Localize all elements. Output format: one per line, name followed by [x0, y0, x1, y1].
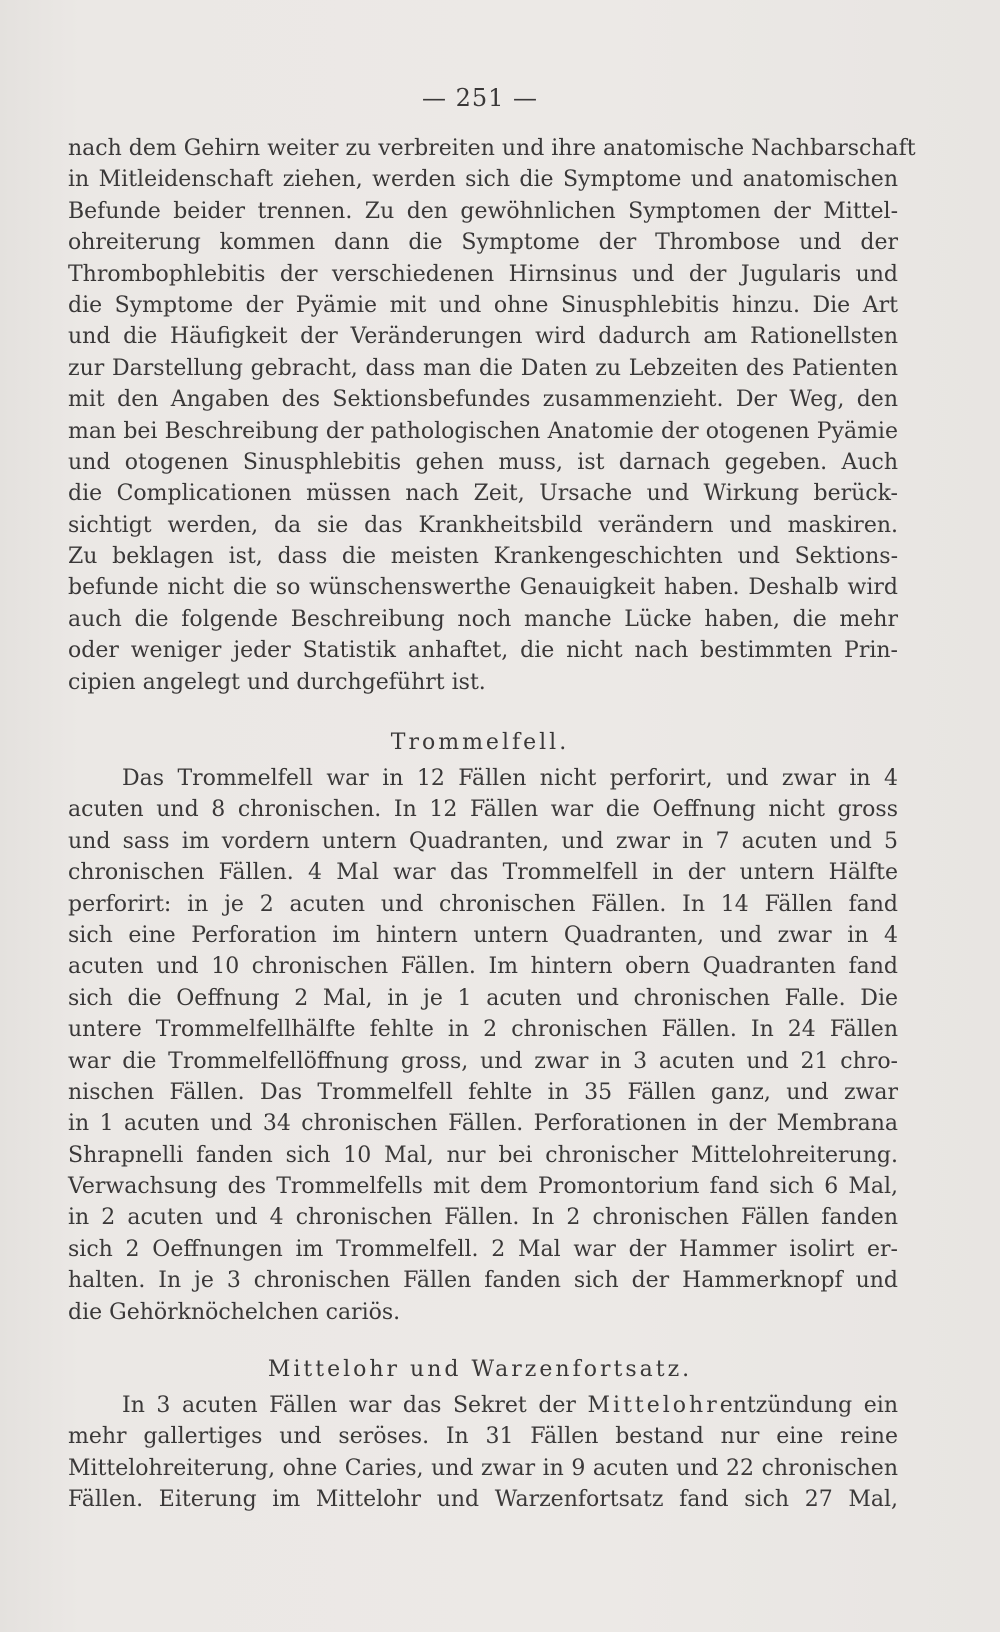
text-line: in 2 acuten und 4 chronischen Fällen. In 2 chronischen Fällen fanden — [68, 1205, 898, 1231]
text-line: acuten und 8 chronischen. In 12 Fällen war die Oeffnung nicht gross — [68, 797, 898, 823]
text-line: Thrombophlebitis der verschiedenen Hirnsinus und der Jugularis und — [68, 261, 898, 287]
text-line: die Symptome der Pyämie mit und ohne Sinusphlebitis hinzu. Die Art — [68, 292, 898, 318]
text-line: in 1 acuten und 34 chronischen Fällen. Perforationen in der Membrana — [68, 1111, 898, 1137]
text-line: untere Trommelfellhälfte fehlte in 2 chronischen Fällen. In 24 Fällen — [68, 1017, 898, 1043]
text-line: war die Trommelfellöffnung gross, und zwar in 3 acuten und 21 chro- — [68, 1048, 898, 1074]
text-line: halten. In je 3 chronischen Fällen fanden sich der Hammerknopf und — [68, 1268, 898, 1294]
text-line: sich die Oeffnung 2 Mal, in je 1 acuten und chronischen Falle. Die — [68, 985, 898, 1011]
text-line: auch die folgende Beschreibung noch manche Lücke haben, die mehr — [68, 606, 898, 632]
text-line: die Complicationen müssen nach Zeit, Ursache und Wirkung berück- — [68, 481, 898, 507]
text-line: und otogenen Sinusphlebitis gehen muss, ist darnach gegeben. Auch — [68, 449, 898, 475]
text-line: in Mitleidenschaft ziehen, werden sich die Symptome und anatomischen — [68, 167, 898, 193]
text-line: Fällen. Eiterung im Mittelohr und Warzenfortsatz fand sich 27 Mal, — [68, 1487, 898, 1513]
text-line: Shrapnelli fanden sich 10 Mal, nur bei chronischer Mittelohreiterung. — [68, 1142, 898, 1168]
emphasized-word: Mittelohr — [587, 1393, 720, 1418]
text-line: sich eine Perforation im hintern untern Quadranten, und zwar in 4 — [68, 922, 898, 948]
text-run: entzündung ein — [719, 1393, 898, 1418]
text-line: man bei Beschreibung der pathologischen Anatomie der otogenen Pyämie — [68, 418, 898, 444]
text-line: mit den Angaben des Sektionsbefundes zusammenzieht. Der Weg, den — [68, 387, 898, 413]
text-line: die Gehörknöchelchen cariös. — [68, 1299, 401, 1325]
text-line: sichtigt werden, da sie das Krankheitsbild verändern und maskiren. — [68, 512, 898, 538]
text-line: Verwachsung des Trommelfells mit dem Promontorium fand sich 6 Mal, — [68, 1174, 898, 1200]
text-line: Zu beklagen ist, dass die meisten Krankengeschichten und Sektions- — [68, 544, 898, 570]
text-line: cipien angelegt und durchgeführt ist. — [68, 669, 486, 695]
section-heading-mittelohr: Mittelohr und Warzenfortsatz. — [267, 1357, 693, 1382]
text-line: sich 2 Oeffnungen im Trommelfell. 2 Mal war der Hammer isolirt er- — [68, 1236, 898, 1262]
text-line — [68, 1390, 898, 1421]
text-line: Das Trommelfell war in 12 Fällen nicht perforirt, und zwar in 4 — [122, 766, 898, 791]
text-line: nach dem Gehirn weiter zu verbreiten und ihre anatomische Nachbarschaft — [68, 136, 916, 161]
text-line: perforirt: in je 2 acuten und chronischen Fällen. In 14 Fällen fand — [68, 891, 898, 917]
text-line: chronischen Fällen. 4 Mal war das Trommelfell in der untern Hälfte — [68, 860, 898, 886]
text-line: oder weniger jeder Statistik anhaftet, die nicht nach bestimmten Prin- — [68, 638, 898, 664]
text-line: Befunde beider trennen. Zu den gewöhnlichen Symptomen der Mittel- — [68, 198, 898, 224]
text-line: und die Häufigkeit der Veränderungen wird dadurch am Rationellsten — [68, 324, 898, 350]
paragraph-mittelohr — [68, 1390, 898, 1516]
text-line: mehr gallertiges und seröses. In 31 Fällen bestand nur eine reine — [68, 1424, 898, 1450]
section-heading-trommelfell: Trommelfell. — [390, 730, 570, 755]
text-line: acuten und 10 chronischen Fällen. Im hintern obern Quadranten fand — [68, 954, 898, 980]
text-run: In 3 acuten Fällen war das Sekret der — [122, 1393, 588, 1418]
text-line: Mittelohreiterung, ohne Caries, und zwar in 9 acuten und 22 chronischen — [68, 1455, 898, 1481]
paragraph-intro — [68, 133, 916, 698]
text-line: ohreiterung kommen dann die Symptome der Thrombose und der — [68, 230, 898, 256]
text-line: zur Darstellung gebracht, dass man die Daten zu Lebzeiten des Patienten — [68, 355, 898, 381]
page-number: — 251 — — [421, 84, 539, 112]
paragraph-trommelfell — [68, 763, 898, 1328]
text-line: befunde nicht die so wünschenswerthe Genauigkeit haben. Deshalb wird — [68, 575, 898, 601]
text-line: nischen Fällen. Das Trommelfell fehlte in 35 Fällen ganz, und zwar — [68, 1079, 898, 1105]
text-line: und sass im vordern untern Quadranten, und zwar in 7 acuten und 5 — [68, 828, 898, 854]
